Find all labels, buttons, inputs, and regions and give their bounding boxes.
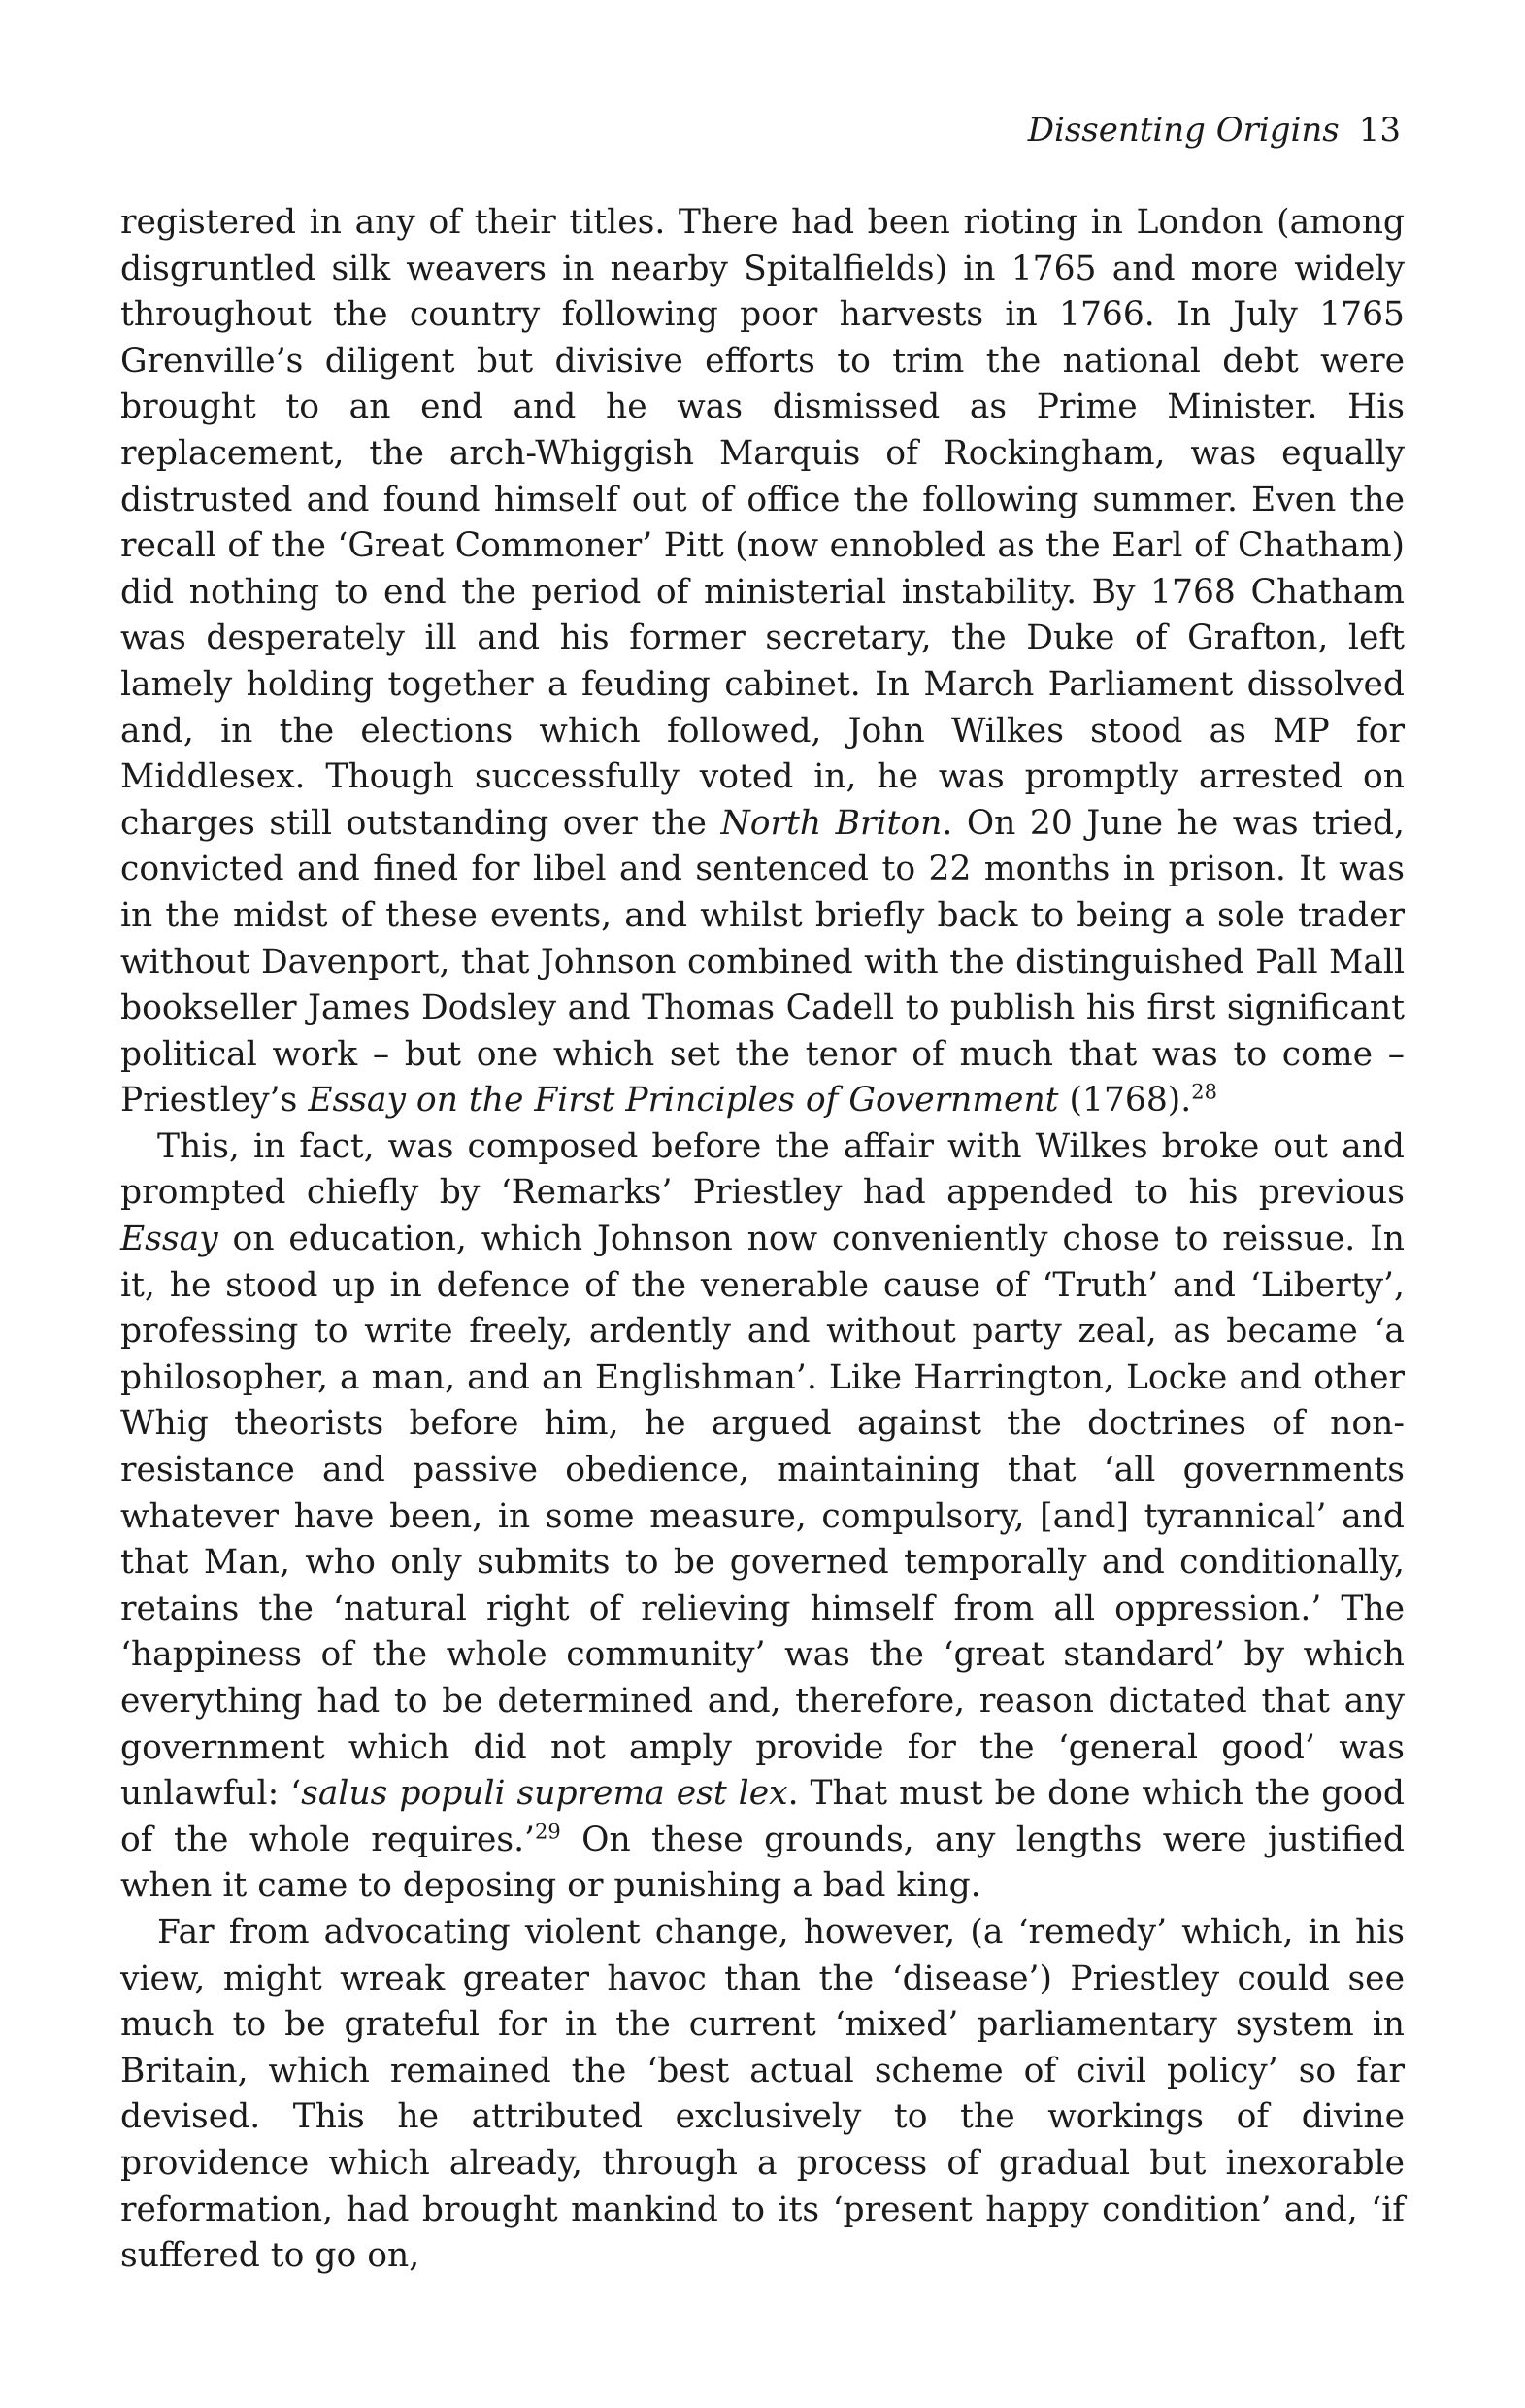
body-text: [120, 200, 1405, 2280]
running-head-title: Dissenting Origins: [1027, 111, 1340, 150]
text-run: registered in any of their titles. There had been rioting in London (among disgruntled silk weavers in nearby Spitalfields) in 1765 and more widely throughout the country following poor harvests in 1766. In July 1765 Grenville’s diligent but divisive efforts to trim the national debt were brought to an end and he was dismissed as Prime Minister. His replacement, the arch-Whiggish Marquis of Rockingham, was equally distrusted and found himself out of office the following summer. Even the recall of the ‘Great Commoner’ Pitt (now ennobled as the Earl of Chatham) did nothing to end the period of ministerial instability. By 1768 Chatham was desperately ill and his former secretary, the Duke of Grafton, left lamely holding together a feuding cabinet. In March Parliament dissolved and, in the elections which followed, John Wilkes stood as MP for Middlesex. Though successfully voted in, he was promptly arrested on charges still outstanding over the: [120, 203, 1405, 843]
text-run: Far from advocating violent change, however, (a ‘remedy’ which, in his view, might wreak greater havoc than the ‘disease’) Priestley could see much to be grateful for in the current ‘mixed’ parliamentary system in Britain, which remained the ‘best actual scheme of civil policy’ so far devised. This he attributed exclusively to the workings of divine providence which already, through a process of gradual but inexorable reformation, had brought mankind to its ‘present happy condition’ and, ‘if suffered to go on,: [120, 1912, 1405, 2276]
paragraph: [120, 200, 1405, 1124]
running-head: [1028, 109, 1401, 151]
text-run: on education, which Johnson now conveniently chose to reissue. In it, he stood up in defence of the venerable cause of ‘Truth’ and ‘Liberty’, professing to write freely, ardently and without party zeal, as became ‘a philosopher, a man, and an Englishman’. Like Harrington, Locke and other Whig theorists before him, he argued against the doctrines of non-resistance and passive obedience, maintaining that ‘all governments whatever have been, in some measure, compulsory, [and] tyrannical’ and that Man, who only submits to be governed temporally and conditionally, retains the ‘natural right of relieving himself from all oppression.’ The ‘happiness of the whole community’ was the ‘great standard’ by which everything had to be determined and, therefore, reason dictated that any government which did not amply provide for the ‘general good’ was unlawful: ‘: [120, 1220, 1405, 1814]
text-run: . That must be done which the good of the whole requires.’: [120, 1774, 1405, 1859]
text-run: (1768).: [1058, 1081, 1192, 1120]
footnote-ref: 29: [535, 1820, 561, 1844]
footnote-ref: 28: [1191, 1080, 1217, 1104]
italic-text: Essay on the First Principles of Government: [308, 1081, 1059, 1120]
text-run: This, in fact, was composed before the affair with Wilkes broke out and prompted chiefly by ‘Remarks’ Priestley had appended to his previous: [120, 1126, 1405, 1213]
italic-text: Essay: [120, 1220, 218, 1259]
page-number: 13: [1358, 111, 1401, 150]
italic-text: North Briton: [720, 803, 943, 843]
text-run: . On 20 June he was tried, convicted and fined for libel and sentenced to 22 months in prison. It was in the midst of these events, and whilst briefly back to being a sole trader without Davenport, that Johnson combined with the distinguished Pall Mall bookseller James Dodsley and Thomas Cadell to publish his first significant political work – but one which set the tenor of much that was to come – Priestley’s: [120, 803, 1406, 1120]
text-run: On these grounds, any lengths were justified when it came to deposing or punishing a bad king.: [120, 1820, 1405, 1906]
italic-text: salus populi suprema est lex: [301, 1774, 788, 1814]
paragraph: [120, 1124, 1405, 1910]
paragraph: [120, 1910, 1405, 2280]
